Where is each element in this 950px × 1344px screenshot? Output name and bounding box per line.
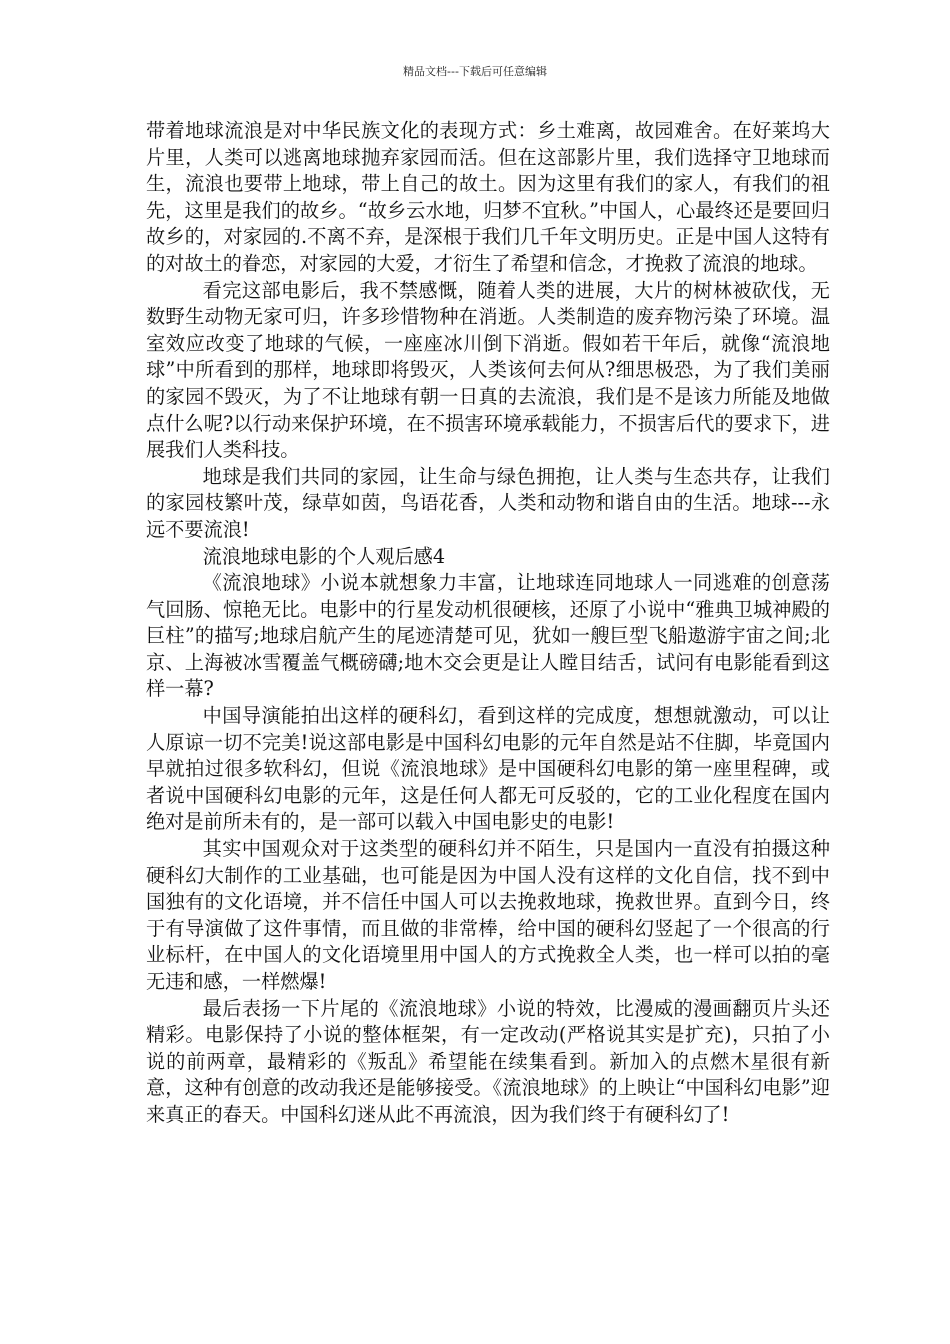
paragraph-4: 《流浪地球》小说本就想象力丰富，让地球连同地球人一同逃难的创意荡气回肠、惊艳无比。电影中的行星发动机很硬核，还原了小说中“雅典卫城神殿的巨柱”的描写;地球启航产生的尾迹清楚可见，犹如一艘巨型飞船遨游宇宙之间;北京、上海被冰雪覆盖气概磅礴;地木交会更是让人瞠目结舌，试问有电影能看到这样一幕? bbox=[146, 571, 830, 701]
section-heading: 流浪地球电影的个人观后感4 bbox=[202, 544, 446, 568]
paragraph-7: 最后表扬一下片尾的《流浪地球》小说的特效，比漫威的漫画翻页片头还精彩。电影保持了小说的整体框架，有一定改动(严格说其实是扩充)，只拍了小说的前两章，最精彩的《叛乱》希望能在续集看到。新加入的点燃木星很有新意，这种有创意的改动我还是能够接受。《流浪地球》的上映让“中国科幻电影”迎来真正的春天。中国科幻迷从此不再流浪，因为我们终于有硬科幻了! bbox=[146, 996, 830, 1126]
paragraph-3: 地球是我们共同的家园，让生命与绿色拥抱，让人类与生态共存，让我们的家园枝繁叶茂，绿草如茵，鸟语花香，人类和动物和谐自由的生活。地球---永远不要流浪! bbox=[146, 464, 830, 541]
page-header: 精品文档---下载后可任意编辑 bbox=[403, 65, 547, 78]
paragraph-5: 中国导演能拍出这样的硬科幻，看到这样的完成度，想想就激动，可以让人原谅一切不完美!说这部电影是中国科幻电影的元年自然是站不住脚，毕竟国内早就拍过很多软科幻，但说《流浪地球》是中国硬科幻电影的第一座里程碑，或者说中国硬科幻电影的元年，这是任何人都无可反驳的，它的工业化程度在国内绝对是前所未有的，是一部可以载入中国电影史的电影! bbox=[146, 704, 830, 834]
paragraph-2: 看完这部电影后，我不禁感慨，随着人类的进展，大片的树林被砍伐，无数野生动物无家可归，许多珍惜物种在消逝。人类制造的废弃物污染了环境。温室效应改变了地球的气候，一座座冰川倒下消逝。假如若干年后，就像“流浪地球”中所看到的那样，地球即将毁灭，人类该何去何从?细思极恐，为了我们美丽的家园不毁灭，为了不让地球有朝一日真的去流浪，我们是不是该力所能及地做点什么呢?以行动来保护环境，在不损害环境承载能力，不损害后代的要求下，进展我们人类科技。 bbox=[146, 278, 830, 462]
paragraph-6: 其实中国观众对于这类型的硬科幻并不陌生，只是国内一直没有拍摄这种硬科幻大制作的工业基础，也可能是因为中国人没有这样的文化自信，找不到中国独有的文化语境，并不信任中国人可以去挽救地球，挽救世界。直到今日，终于有导演做了这件事情，而且做的非常棒，给中国的硬科幻竖起了一个很高的行业标杆，在中国人的文化语境里用中国人的方式挽救全人类，也一样可以拍的毫无违和感，一样燃爆! bbox=[146, 837, 830, 993]
paragraph-1: 带着地球流浪是对中华民族文化的表现方式：乡土难离，故园难舍。在好莱坞大片里，人类可以逃离地球抛弃家园而活。但在这部影片里，我们选择守卫地球而生，流浪也要带上地球，带上自己的故土。因为这里有我们的家人，有我们的祖先，这里是我们的故乡。“故乡云水地，归梦不宜秋。”中国人，心最终还是要回归故乡的，对家园的.不离不弃，是深根于我们几千年文明历史。正是中国人这特有的对故土的眷恋，对家园的大爱，才衍生了希望和信念，才挽救了流浪的地球。 bbox=[146, 119, 830, 275]
document-body bbox=[146, 118, 830, 1129]
